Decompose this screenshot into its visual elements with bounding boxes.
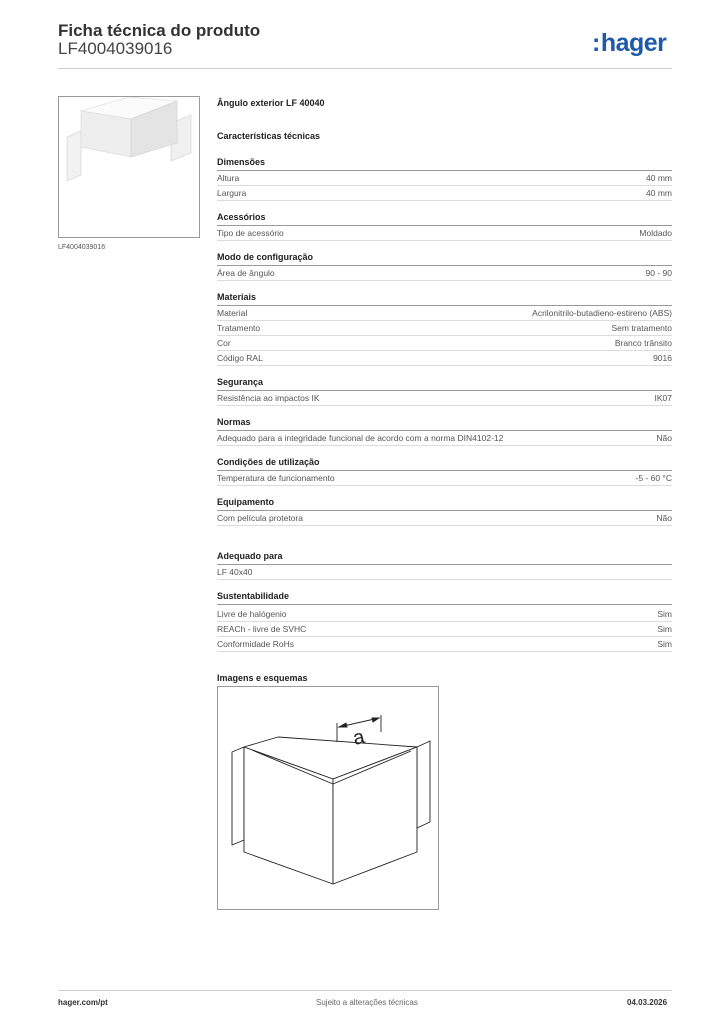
product-thumbnail [58,96,200,238]
spec-label: Livre de halógenio [217,609,287,619]
spec-row [217,351,672,366]
spec-group-accessories [217,211,672,241]
spec-value: Moldado [639,228,672,238]
product-photo-illustration [59,97,199,237]
spec-label: REACh - livre de SVHC [217,624,307,634]
spec-group-usage-conditions [217,456,672,486]
spec-value: 40 mm [646,173,672,183]
spec-row [217,266,672,281]
product-name: Ângulo exterior LF 40040 [217,98,325,108]
spec-label: Tratamento [217,323,261,333]
spec-row [217,171,672,186]
footer-website: hager.com/pt [58,998,108,1007]
spec-column [217,96,672,684]
spec-group-equipment [217,496,672,526]
spec-group-title: Materiais [217,291,672,306]
spec-row [217,431,672,446]
spec-group-materials [217,291,672,366]
spec-label: Cor [217,338,231,348]
spec-row [217,511,672,526]
hager-logo: :hager [592,29,667,57]
spec-group-dimensions [217,156,672,201]
spec-label: Resistência ao impactos IK [217,393,320,403]
dimension-label: a [350,725,367,750]
spec-row [217,321,672,336]
header-divider [58,68,672,69]
sustainability-title: Sustentabilidade [217,590,672,605]
spec-label: Código RAL [217,353,263,363]
spec-value: Sim [657,639,672,649]
suitable-for-title: Adequado para [217,550,672,565]
spec-value: 9016 [653,353,672,363]
technical-specs-title: Características técnicas [217,131,321,141]
sustainability-section [217,590,672,652]
spec-label: Material [217,308,248,318]
spec-value: 90 - 90 [645,268,672,278]
spec-row [217,226,672,241]
sustainability-row [217,637,672,652]
spec-label: Largura [217,188,247,198]
spec-label: Área de ângulo [217,268,275,278]
spec-label: Adequado para a integridade funcional de acordo com a norma DIN4102-12 [217,433,504,443]
sustainability-row [217,622,672,637]
spec-label: Temperatura de funcionamento [217,473,335,483]
suitable-for-section [217,550,672,580]
brand-name: hager [600,29,667,57]
spec-group-title: Normas [217,416,672,431]
spec-label: Altura [217,173,240,183]
suitable-for-label: LF 40x40 [217,567,253,577]
spec-row [217,306,672,321]
spec-value: -5 - 60 °C [635,473,672,483]
spec-value: Não [656,433,672,443]
spec-row [217,186,672,201]
spec-group-title: Modo de configuração [217,251,672,266]
footer-divider [58,990,672,991]
spec-value: Branco trânsito [614,338,672,348]
spec-label: Conformidade RoHs [217,639,295,649]
suitable-for-item [217,565,672,580]
spec-row [217,391,672,406]
footer-note: Sujeito a alterações técnicas [316,998,418,1007]
spec-value: IK07 [654,393,672,403]
spec-value: Sim [657,624,672,634]
technical-drawing-frame [217,686,439,910]
spec-label: Tipo de acessório [217,228,284,238]
spec-row [217,471,672,486]
spec-value: Sim [657,609,672,619]
spec-value: Não [656,513,672,523]
spec-group-title: Equipamento [217,496,672,511]
spec-group-configuration [217,251,672,281]
spec-group-standards [217,416,672,446]
spec-label: Com película protetora [217,513,303,523]
thumbnail-caption: LF4004039016 [58,244,106,251]
spec-group-title: Condições de utilização [217,456,672,471]
spec-value: Sem tratamento [611,323,672,333]
spec-group-title: Dimensões [217,156,672,171]
external-angle-drawing [218,687,438,909]
spec-group-title: Segurança [217,376,672,391]
sustainability-row [217,607,672,622]
spec-row [217,336,672,351]
footer-date: 04.03.2026 [627,998,668,1007]
images-section-title: Imagens e esquemas [217,673,308,683]
product-code: LF4004039016 [58,39,173,58]
document-title: Ficha técnica do produto [58,21,261,40]
spec-group-safety [217,376,672,406]
spec-value: Acrilonitrilo-butadieno-estireno (ABS) [532,308,672,318]
spec-value: 40 mm [646,188,672,198]
spec-group-title: Acessórios [217,211,672,226]
